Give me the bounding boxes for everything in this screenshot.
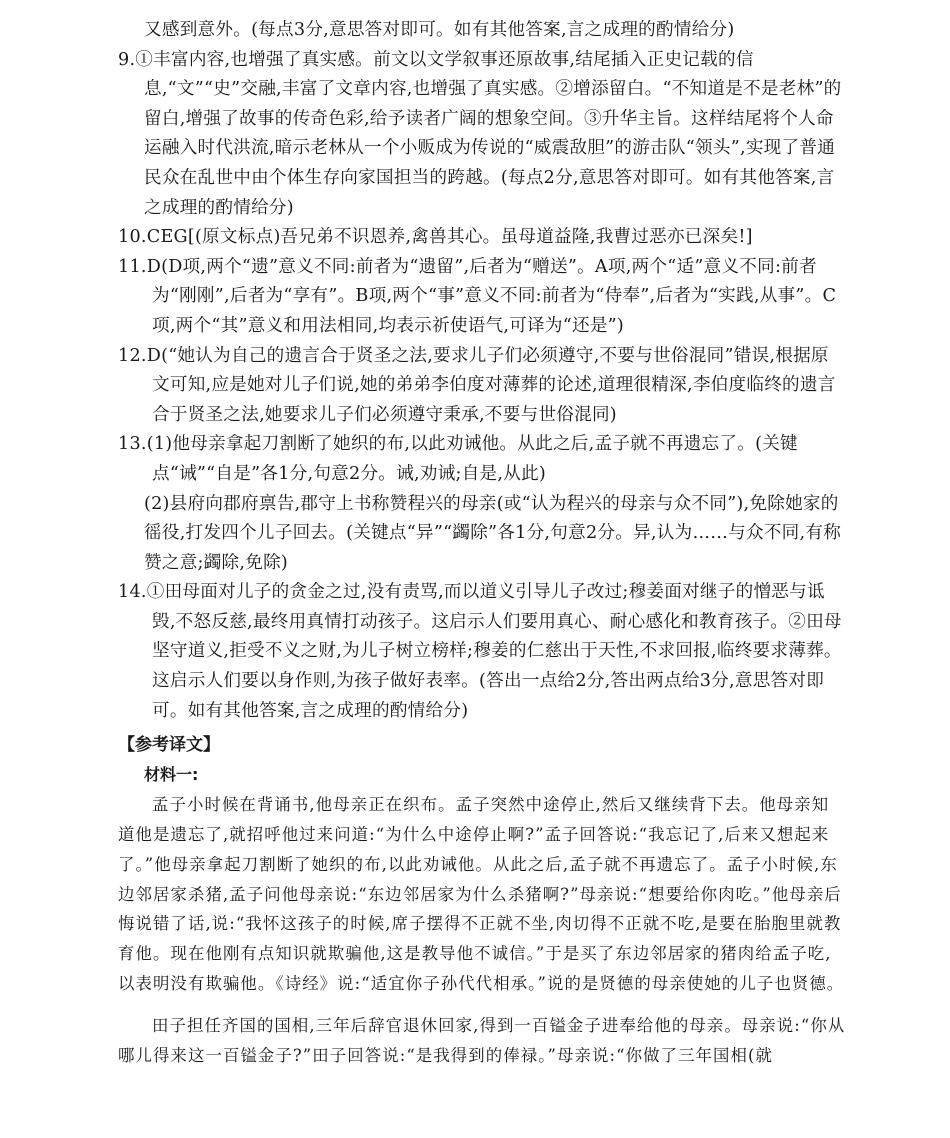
answer-11: 11.D(D项,两个“遗”意义不同:前者为“遗留”,后者为“赠送”。A项,两个“适”意义不同:前者为“刚刚”,后者为“享有”。B项,两个“事”意义不同:前者为“侍奉”,后者为“实践,从事”。C项,两个“其”意义和用法相同,均表示祈使语气,可译为“还是”) [118,256,837,336]
answer-12: 12.D(“她认为自己的遗言合于贤圣之法,要求儿子们必须遵守,不要与世俗混同”错误,根据原文可知,应是她对儿子们说,她的弟弟李伯度对薄葬的论述,道理很精深,李伯度临终的遗言合于贤圣之法,她要求儿子们必须遵守秉承,不要与世俗混同) [118,345,836,425]
reference-translation [118,790,846,1070]
answer-10: 10.CEG[(原文标点)吾兄弟不识恩养,禽兽其心。虽母道益隆,我曹过恶亦已深矣!] [118,227,753,248]
answer-key [118,0,846,726]
translation-paragraph-1: 孟子小时候在背诵书,他母亲正在织布。孟子突然中途停止,然后又继续背下去。他母亲知道他是遗忘了,就招呼他过来问道:“为什么中途停止啊?”孟子回答说:“我忘记了,后来又想起来了。”他母亲拿起刀割断了她织的布,以此劝诫他。从此之后,孟子就不再遗忘了。孟子小时候,东边邻居家杀猪,孟子问他母亲说:“东边邻居家为什么杀猪啊?”母亲说:“想要给你肉吃。”他母亲后悔说错了话,说:“我怀这孩子的时候,席子摆得不正就不坐,肉切得不正就不吃,是要在胎胞里就教育他。现在他刚有点知识就欺骗他,这是教导他不诚信。”于是买了东边邻居家的猪肉给孟子吃,以表明没有欺骗他。《诗经》说:“适宜你子孙代代相承。”说的是贤德的母亲使她的儿子也贤德。 [118,795,845,994]
reference-translation-heading: 【参考译文】 [118,735,220,756]
answer-13-part-1: 13.(1)他母亲拿起刀割断了她织的布,以此劝诫他。从此之后,孟子就不再遗忘了。(关键点“诫”“自是”各1分,句意2分。诫,劝诫;自是,从此) [118,434,798,484]
answer-8-continuation: 又感到意外。(每点3分,意思答对即可。如有其他答案,言之成理的酌情给分) [144,20,735,40]
material-one-label: 材料一: [144,765,199,785]
answer-14: 14.①田母面对儿子的贪金之过,没有责骂,而以道义引导儿子改过;穆姜面对继子的憎恶与诋毁,不怒反慈,最终用真情打动孩子。这启示人们要用真心、耐心感化和教育孩子。②田母坚守道义,拒受不义之财,为儿子树立榜样;穆姜的仁慈出于天性,不求回报,临终要求薄葬。这启示人们要以身作则,为孩子做好表率。(答出一点给2分,答出两点给3分,意思答对即可。如有其他答案,言之成理的酌情给分) [118,582,842,721]
translation-paragraph-2: 田子担任齐国的国相,三年后辞官退休回家,得到一百镒金子进奉给他的母亲。母亲说:“你从哪儿得来这一百镒金子?”田子回答说:“是我得到的俸禄。”母亲说:“你做了三年国相(就 [118,1015,846,1065]
answer-9: 9.①丰富内容,也增强了真实感。前文以文学叙事还原故事,结尾插入正史记载的信息,“文”“史”交融,丰富了文章内容,也增强了真实感。②增添留白。“不知道是不是老林”的留白,增强了故事的传奇色彩,给予读者广阔的想象空间。③升华主旨。这样结尾将个人命运融入时代洪流,暗示老林从一个小贩成为传说的“威震敌胆”的游击队“领头”,实现了普通民众在乱世中由个体生存向家国担当的跨越。(每点2分,意思答对即可。如有其他答案,言之成理的酌情给分) [118,49,842,218]
answer-13-part-2: (2)县府向郡府禀告,郡守上书称赞程兴的母亲(或“认为程兴的母亲与众不同”),免除她家的徭役,打发四个儿子回去。(关键点“异”“蠲除”各1分,句意2分。异,认为……与众不同,有称赞之意;蠲除,免除) [144,493,842,573]
